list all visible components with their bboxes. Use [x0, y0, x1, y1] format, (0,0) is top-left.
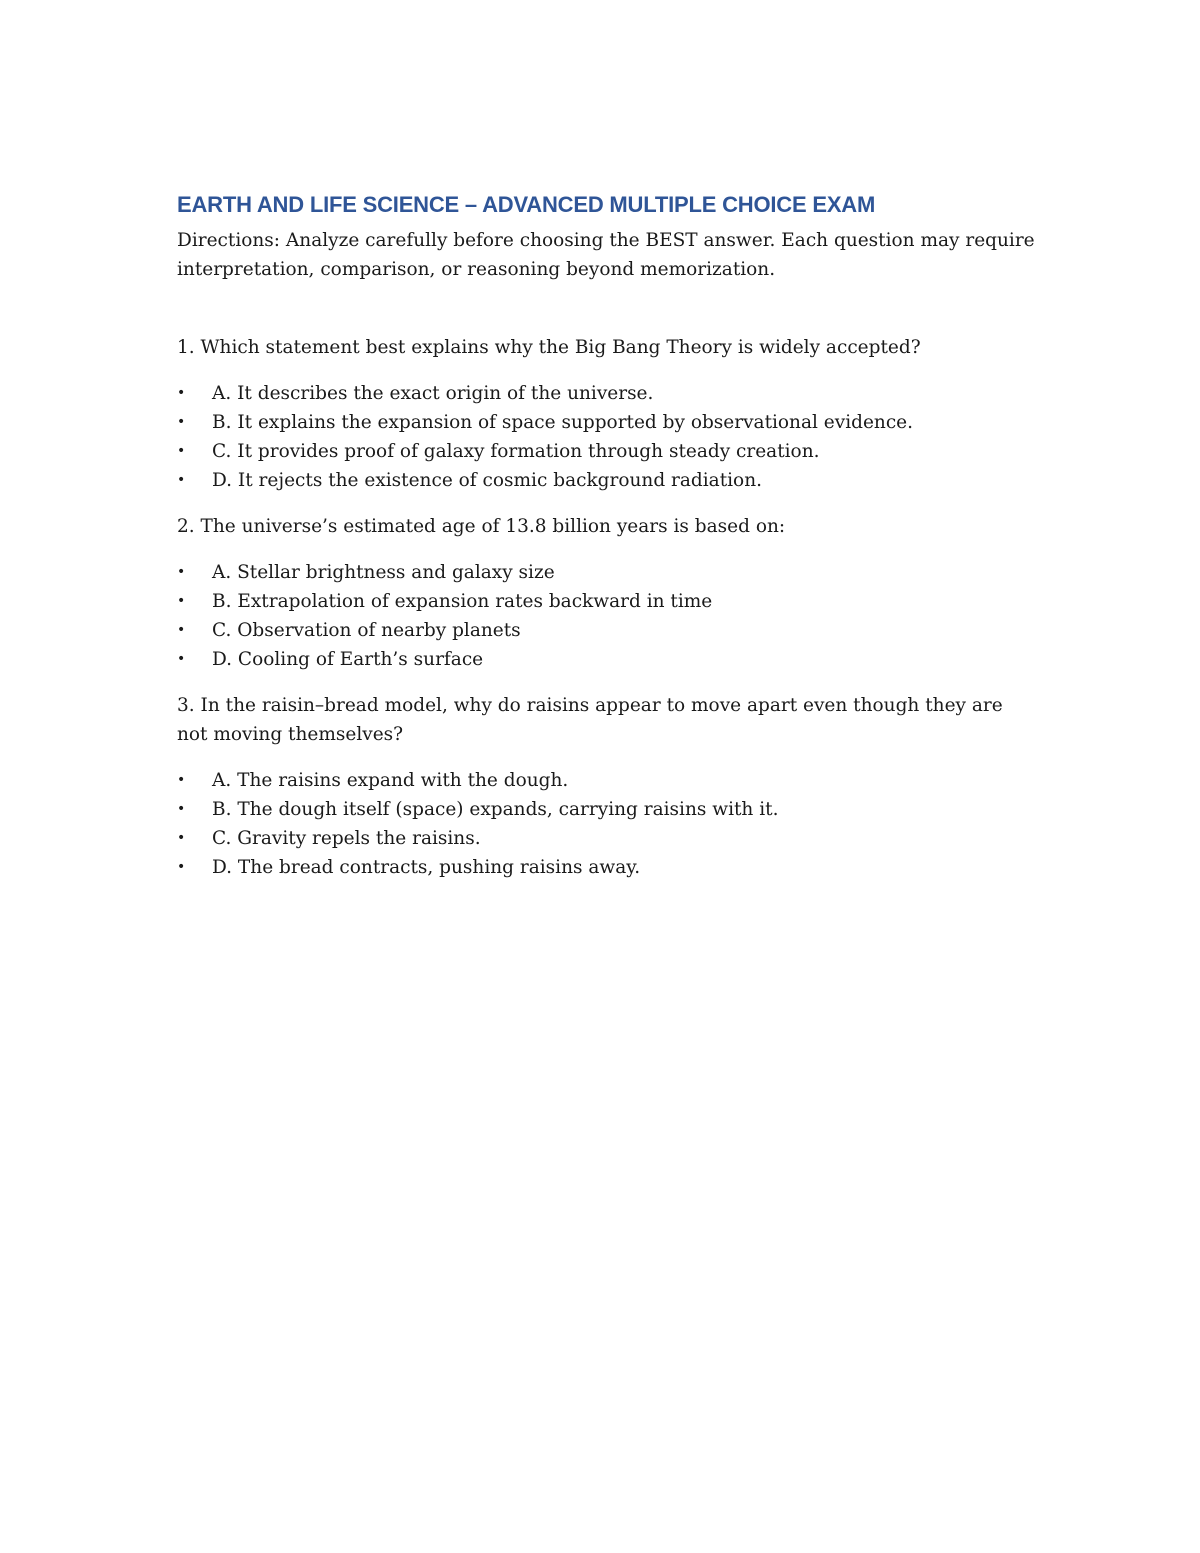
option-item — [177, 766, 1037, 795]
option-text: B. Extrapolation of expansion rates backward in time — [212, 591, 713, 612]
option-text: A. It describes the exact origin of the universe. — [212, 383, 654, 404]
option-item — [177, 645, 1037, 674]
option-item — [177, 558, 1037, 587]
directions-text: Directions: Analyze carefully before choosing the BEST answer. Each question may require interpretation, comparison, or reasoning beyond memorization. — [177, 230, 1035, 280]
bullet-icon: • — [177, 859, 186, 875]
option-item — [177, 466, 1037, 495]
bullet-icon: • — [177, 385, 186, 401]
option-text: A. The raisins expand with the dough. — [212, 770, 569, 791]
option-item — [177, 587, 1037, 616]
option-text: D. It rejects the existence of cosmic background radiation. — [212, 470, 762, 491]
option-list — [177, 558, 1037, 674]
bullet-icon: • — [177, 443, 186, 459]
bullet-icon: • — [177, 622, 186, 638]
option-list — [177, 379, 1037, 495]
option-text: A. Stellar brightness and galaxy size — [212, 562, 555, 583]
option-item — [177, 379, 1037, 408]
bullet-icon: • — [177, 593, 186, 609]
option-text: B. It explains the expansion of space supported by observational evidence. — [212, 412, 914, 433]
option-item — [177, 616, 1037, 645]
option-item — [177, 408, 1037, 437]
option-item — [177, 824, 1037, 853]
question-block-1 — [177, 333, 1037, 495]
option-text: C. It provides proof of galaxy formation through steady creation. — [212, 441, 820, 462]
bullet-icon: • — [177, 651, 186, 667]
bullet-icon: • — [177, 772, 186, 788]
option-text: C. Gravity repels the raisins. — [212, 828, 481, 849]
option-text: D. Cooling of Earth’s surface — [212, 649, 484, 670]
question-block-2 — [177, 512, 1037, 674]
bullet-icon: • — [177, 472, 186, 488]
document-content — [177, 190, 1037, 899]
option-item — [177, 437, 1037, 466]
option-text: D. The bread contracts, pushing raisins away. — [212, 857, 641, 878]
question-text: 1. Which statement best explains why the Big Bang Theory is widely accepted? — [177, 337, 921, 358]
bullet-icon: • — [177, 414, 186, 430]
option-item — [177, 853, 1037, 882]
question-text: 2. The universe’s estimated age of 13.8 billion years is based on: — [177, 516, 786, 537]
bullet-icon: • — [177, 564, 186, 580]
option-text: C. Observation of nearby planets — [212, 620, 521, 641]
option-list — [177, 766, 1037, 882]
option-text: B. The dough itself (space) expands, carrying raisins with it. — [212, 799, 779, 820]
question-block-3 — [177, 691, 1037, 882]
question-text: 3. In the raisin–bread model, why do raisins appear to move apart even though they are not moving themselves? — [177, 695, 1003, 745]
bullet-icon: • — [177, 830, 186, 846]
bullet-icon: • — [177, 801, 186, 817]
exam-title: EARTH AND LIFE SCIENCE – ADVANCED MULTIPLE CHOICE EXAM — [177, 192, 876, 217]
option-item — [177, 795, 1037, 824]
